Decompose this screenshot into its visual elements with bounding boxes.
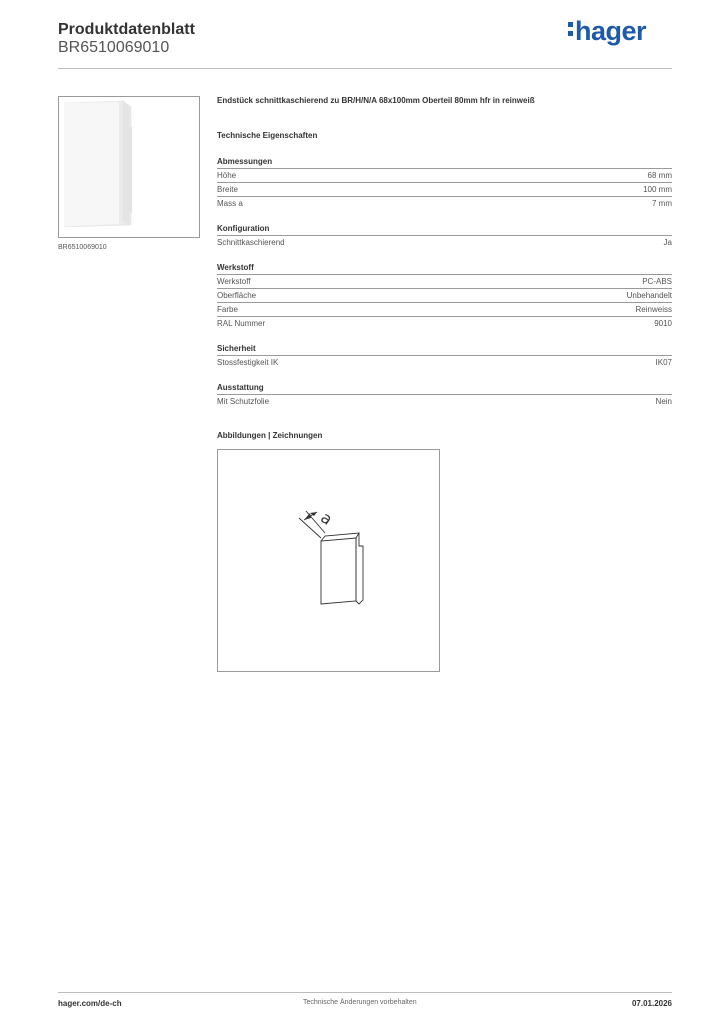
row-label: Werkstoff <box>217 277 251 286</box>
table-row <box>217 302 672 316</box>
row-value: Unbehandelt <box>626 291 672 300</box>
row-value: IK07 <box>655 358 672 367</box>
row-value: 100 mm <box>643 185 672 194</box>
group-title-ausstattung: Ausstattung <box>217 383 264 392</box>
footer-date: 07.01.2026 <box>631 999 672 1008</box>
hager-logo-icon <box>568 16 646 47</box>
row-value: PC-ABS <box>642 277 672 286</box>
footer-website-link[interactable]: hager.com/de-ch <box>58 999 122 1008</box>
page-title: Produktdatenblatt <box>58 21 195 38</box>
brand-name: hager <box>575 16 647 46</box>
row-label: RAL Nummer <box>217 319 266 328</box>
logo-dots <box>568 22 573 40</box>
group-title-sicherheit: Sicherheit <box>217 344 256 353</box>
row-value: 7 mm <box>652 199 672 208</box>
group-title-werkstoff: Werkstoff <box>217 263 254 272</box>
row-label: Farbe <box>217 305 238 314</box>
product-description: Endstück schnittkaschierend zu BR/H/N/A 68x100mm Oberteil 80mm hfr in reinweiß <box>217 96 535 105</box>
row-value: Ja <box>663 238 672 247</box>
row-label: Breite <box>217 185 238 194</box>
table-row <box>217 196 672 210</box>
image-caption: BR6510069010 <box>58 244 107 251</box>
row-label: Höhe <box>217 171 237 180</box>
technical-drawing <box>217 449 440 672</box>
table-row <box>217 168 672 182</box>
drawings-heading: Abbildungen | Zeichnungen <box>217 431 323 440</box>
group-title-abmessungen: Abmessungen <box>217 157 273 166</box>
row-label: Mit Schutzfolie <box>217 397 270 406</box>
table-row <box>217 235 672 249</box>
group-title-konfiguration: Konfiguration <box>217 224 270 233</box>
product-photo-icon <box>59 97 199 237</box>
row-label: Mass a <box>217 199 243 208</box>
product-code: BR6510069010 <box>58 39 170 56</box>
row-label: Schnittkaschierend <box>217 238 285 247</box>
end-cap-drawing-icon <box>218 450 439 671</box>
table-row <box>217 274 672 288</box>
row-label: Stossfestigkeit IK <box>217 358 279 367</box>
row-label: Oberfläche <box>217 291 257 300</box>
table-row <box>217 316 672 330</box>
technical-heading: Technische Eigenschaften <box>217 131 318 140</box>
footer-divider <box>58 992 672 993</box>
dimension-label-a: a <box>317 507 337 529</box>
row-value: 68 mm <box>647 171 672 180</box>
table-row <box>217 182 672 196</box>
table-row <box>217 288 672 302</box>
row-value: Reinweiss <box>635 305 672 314</box>
row-value: Nein <box>655 397 672 406</box>
row-value: 9010 <box>654 319 672 328</box>
table-row <box>217 394 672 408</box>
table-row <box>217 355 672 369</box>
header-divider <box>58 68 672 69</box>
footer-notice: Technische Änderungen vorbehalten <box>303 999 417 1006</box>
product-image <box>58 96 200 238</box>
